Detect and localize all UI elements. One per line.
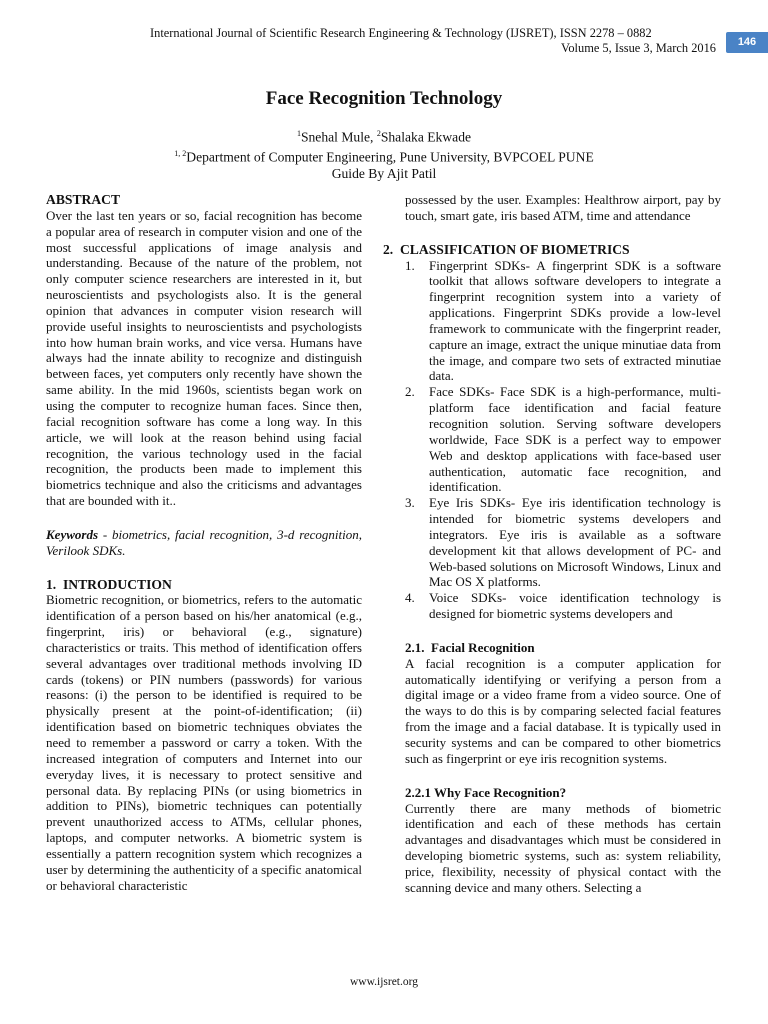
list-item-text: Eye Iris SDKs- Eye iris identification technology is intended for biometric systems developers and integrators. Eye iris is available as a software development kit that allows development of PC- and Web-based solutions on Microsoft Windows, Linux and Mac OS X platforms. bbox=[429, 495, 721, 590]
right-column bbox=[383, 192, 721, 896]
keywords-label: Keywords bbox=[46, 526, 98, 542]
journal-header bbox=[150, 26, 716, 56]
keywords-text: - biometrics, facial recognition, 3-d recognition, Verilook SDKs. bbox=[46, 526, 362, 558]
affiliation-text: Department of Computer Engineering, Pune University, BVPCOEL PUNE bbox=[186, 149, 594, 165]
page-number-badge: 146 bbox=[726, 32, 768, 53]
author1: Snehal Mule, bbox=[300, 129, 377, 145]
author1-sup: 1 bbox=[296, 129, 301, 138]
list-number: 1. bbox=[405, 257, 415, 273]
affiliation bbox=[0, 146, 768, 166]
guide: Guide By Ajit Patil bbox=[331, 166, 437, 182]
affiliation-sup: 1, 2 bbox=[174, 149, 187, 159]
introduction-text: Biometric recognition, or biometrics, refers to the automatic identification of a person based on his/her anatomical (e.g., fingerprint, iris) or behavioral (e.g., signature) characteristics or traits. This method of identification offers several advantages over traditional methods involving ID cards (tokens) or PIN numbers (passwords) for various reasons: (i) the person to be identified is required to be physically present at the point-of-identification; (ii) identification based on biometric techniques obviates the need to remember a password or carry a token. With the increased integration of computers and Internet into our everyday lives, it is necessary to protect sensitive and personal data. By replacing PINs (or using biometrics in addition to PINs), biometric techniques can potentially prevent unauthorized access to ATMs, cellular phones, laptops, and computer networks. A biometric system is essentially a pattern recognition system which recognizes a user by determining the authenticity of a specific anatomical or behavioral characteristic bbox=[46, 592, 362, 893]
intro-continuation: possessed by the user. Examples: Healthrow airport, pay by touch, smart gate, iris based ATM, time and attendance bbox=[405, 192, 721, 223]
author-block bbox=[0, 126, 768, 183]
why-face-text: Currently there are many methods of biometric identification and each of these methods has certain advantages and disadvantages which must be considered in developing biometric systems, such as: system reliability, price, flexibility, necessity of physical contact with the scanning device and many others. Selecting a bbox=[405, 800, 721, 895]
abstract-heading: ABSTRACT bbox=[46, 192, 121, 207]
journal-line: International Journal of Scientific Research Engineering & Technology (IJSRET), ISSN 2278 – 0882 bbox=[150, 26, 652, 40]
volume-line: Volume 5, Issue 3, March 2016 bbox=[561, 41, 716, 55]
list-number: 2. bbox=[405, 384, 415, 400]
list-item-text: Fingerprint SDKs- A fingerprint SDK is a software toolkit that allows software developers to integrate a fingerprint recognition system into a variety of applications. Fingerprint SDKs provide a low-level framework to communicate with the fingerprint reader, capture an image, extract the unique minutiae data from the image, and compare two sets of extracted minutiae data. bbox=[429, 257, 721, 384]
paper-title: Face Recognition Technology bbox=[265, 88, 503, 109]
author-names bbox=[0, 126, 768, 146]
list-number: 4. bbox=[405, 590, 415, 606]
facial-recognition-text: A facial recognition is a computer application for automatically identifying or verifying a person from a digital image or a video frame from a video source. One of the ways to do this is by comparing selected facial features from the image and a facial database. It is typically used in security systems and can be compared to other biometrics such as fingerprint or eye iris recognition systems. bbox=[405, 655, 721, 766]
keywords bbox=[46, 527, 362, 559]
facial-recognition-heading: 2.1. Facial Recognition bbox=[405, 639, 535, 655]
left-column bbox=[46, 192, 362, 893]
list-item bbox=[405, 590, 721, 622]
introduction-heading: 1. INTRODUCTION bbox=[46, 576, 172, 592]
abstract-text: Over the last ten years or so, facial recognition has become a popular area of research in computer vision and one of the most successful applications of image analysis and understanding. Because of the nature of the problem, not only computer science researchers are interested in it, but neuroscientists and psychologists also. It is the general opinion that advances in computer vision research will provide useful insights to neuroscientists and psychologists into how human brain works, and vice versa. Humans have always had the innate ability to recognize and distinguish between faces, yet computers only recently have shown the same ability. In the mid 1960s, scientists began work on using the computer to recognize human faces. Since then, facial recognition software has come a long way. In this article, we will look at the reason behind using facial recognition, the various technology used in the facial recognition, the products been made to implement this biometrics technique and also the criticisms and advantages that are bounded with it.. bbox=[46, 207, 362, 509]
classification-heading: 2. CLASSIFICATION OF BIOMETRICS bbox=[383, 241, 630, 257]
why-face-heading: 2.2.1 Why Face Recognition? bbox=[405, 784, 567, 800]
list-item bbox=[405, 258, 721, 385]
list-number: 3. bbox=[405, 495, 415, 511]
list-item bbox=[405, 495, 721, 590]
footer-url: www.ijsret.org bbox=[349, 976, 419, 988]
author2: Shalaka Ekwade bbox=[380, 129, 472, 145]
author2-sup: 2 bbox=[376, 129, 381, 138]
list-item-text: Face SDKs- Face SDK is a high-performance, multi-platform face identification and facial feature recognition solution. Serving software developers worldwide, Face SDK is a perfect way to empower Web and desktop applications with face-based user authentication, automatic face recognition, and identification. bbox=[429, 384, 721, 495]
list-item bbox=[405, 384, 721, 495]
classification-list bbox=[405, 258, 721, 622]
list-item-text: Voice SDKs- voice identification technology is designed for biometric systems developers and bbox=[429, 590, 721, 622]
